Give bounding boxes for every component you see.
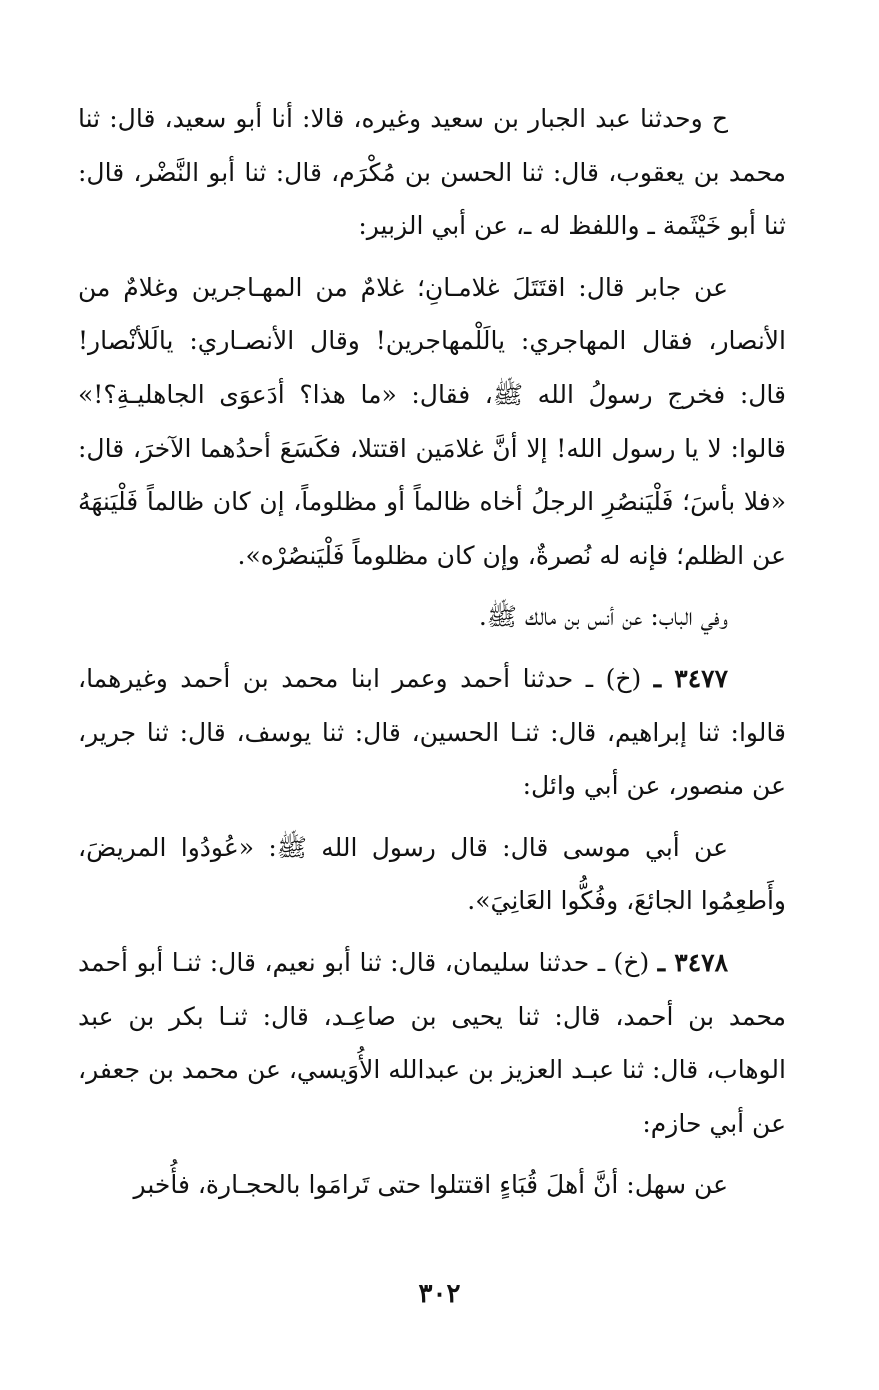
hadith-number-3477: ٣٤٧٧ ـ: [653, 663, 728, 693]
paragraph-bab-note: وفي الباب: عن أنس بن مالك ﷺ.: [478, 602, 728, 632]
page-number: ٣٠٢: [418, 1279, 461, 1309]
hadith-number-3478: ٣٤٧٨ ـ: [657, 947, 729, 977]
body-text: [78, 92, 786, 1212]
paragraph-hadith-sahl: عن سهل: أنَّ أهلَ قُبَاءٍ اقتتلوا حتى تَرامَوا بالحجـارة، فأُخبر: [133, 1170, 728, 1200]
paragraph-hadith-3477-isnad: ٣٤٧٧ ـ (خ) ـ حدثنا أحمد وعمر ابنا محمد بن أحمد وغيرهما، قالوا: ثنا إبراهيم، قال: ثنـا الحسين، قال: ثنا يوسف، قال: ثنا جرير، عن منصور، عن أبي وائل:: [78, 663, 786, 801]
paragraph-hadith-3478-isnad: ٣٤٧٨ ـ (خ) ـ حدثنا سليمان، قال: ثنا أبو نعيم، قال: ثنـا أبو أحمد محمد بن أحمد، قال: ثنا يحيى بن صاعِـد، قال: ثنـا بكر بن عبد الوهاب، قال: ثنا عبـد العزيز بن عبدالله الأُوَيسي، عن محمد بن جعفر، عن أبي حازم:: [78, 947, 786, 1138]
paragraph-hadith-abu-musa: عن أبي موسى قال: قال رسول الله ﷺ: «عُودُوا المريضَ، وأَطعِمُوا الجائعَ، وفُكُّوا العَانِيَ».: [78, 832, 786, 916]
paragraph-hadith-jabir: عن جابر قال: اقتَتَلَ غلامـانِ؛ غلامٌ من المهـاجرين وغلامٌ من الأنصار، فقال المهاجري: يالَلْمهاجرين! وقال الأنصـاري: يالَلأنْصار! قال: فخرج رسولُ الله ﷺ، فقال: «ما هذا؟ أدَعوَى الجاهليـةِ؟!» قالوا: لا يا رسول الله! إلا أنَّ غلامَين اقتتلا، فكَسَعَ أحدُهما الآخرَ، قال: «فلا بأسَ؛ فَلْيَنصُرِ الرجلُ أخاه ظالماً أو مظلوماً، إن كان ظالماً فَلْيَنهَهُ عن الظلم؛ فإنه له نُصرةٌ، وإن كان مظلوماً فَلْيَنصُرْه».: [78, 272, 786, 570]
paragraph-isnad-1: ح وحدثنا عبد الجبار بن سعيد وغيره، قالا: أنا أبو سعيد، قال: ثنا محمد بن يعقوب، قال: ثنا الحسن بن مُكْرَم، قال: ثنا أبو النَّضْر، قال: ثنا أبو خَيْثَمة ـ واللفظ له ـ، عن أبي الزبير:: [78, 104, 786, 241]
